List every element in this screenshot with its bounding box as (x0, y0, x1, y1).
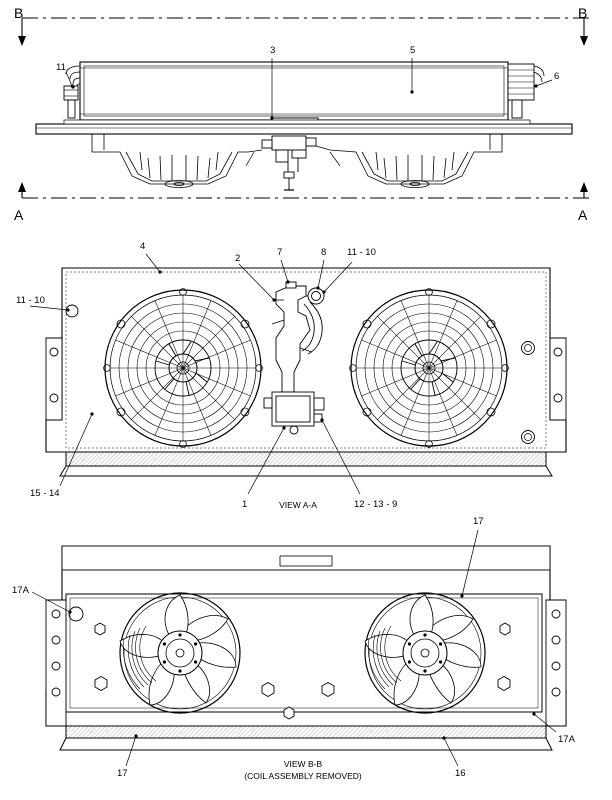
section-marker-a-right: A (578, 207, 588, 223)
top-view-geometry (36, 58, 572, 190)
callout-15-14-aa: 15 - 14 (30, 488, 60, 499)
callout-11-10-aa-top: 11 - 10 (347, 247, 376, 258)
view-b-b-caption-sub: (COIL ASSEMBLY REMOVED) (244, 771, 362, 781)
callout-6-top: 6 (554, 71, 560, 82)
callout-11-top: 11 (56, 62, 66, 73)
view-b-b-caption: VIEW B-B (283, 759, 323, 769)
view-b-b-geometry (32, 530, 566, 766)
callout-17-bb-bottom: 17 (117, 768, 128, 779)
section-marker-b-left: B (14, 5, 24, 21)
view-a-a-geometry (30, 254, 566, 494)
callout-5-top: 5 (410, 45, 416, 56)
callout-8-aa: 8 (321, 247, 327, 258)
callout-7-aa: 7 (277, 247, 283, 258)
callout-1-aa: 1 (242, 499, 248, 510)
callout-17a-bb-left: 17A (12, 585, 29, 596)
callout-3-top: 3 (270, 45, 276, 56)
callout-12-13-9-aa: 12 - 13 - 9 (354, 499, 398, 510)
callout-4-aa: 4 (140, 241, 146, 252)
section-marker-b-right: B (578, 5, 588, 21)
callout-16-bb: 16 (455, 768, 466, 779)
callout-11-10-aa-left: 11 - 10 (16, 295, 45, 306)
callout-17-bb-top: 17 (473, 516, 484, 527)
callout-2-aa: 2 (235, 253, 241, 264)
view-a-a-caption: VIEW A-A (279, 500, 317, 510)
section-marker-a-left: A (14, 207, 24, 223)
callout-17a-bb-right: 17A (558, 734, 575, 745)
